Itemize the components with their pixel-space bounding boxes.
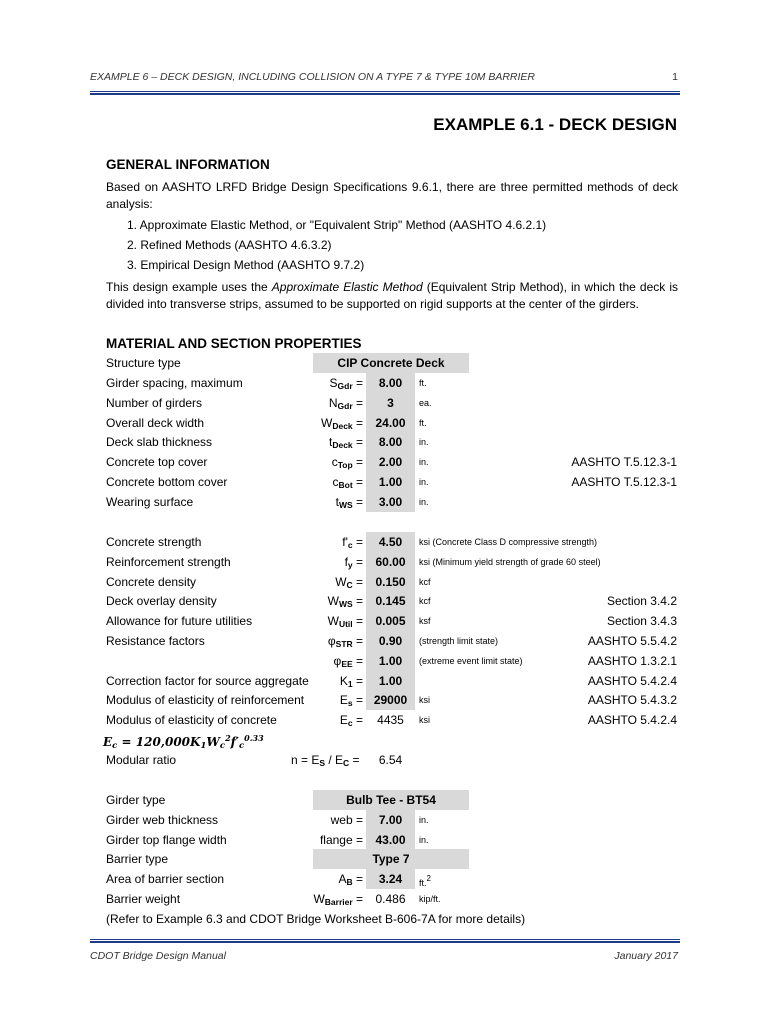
property-row — [0, 611, 768, 631]
row-symbol: $K_1$ = — [339, 673, 363, 689]
row-value: 0.150 — [366, 572, 415, 592]
row-reference: Section 3.4.2 — [606, 594, 677, 609]
row-symbol: $c_{Top}$ = — [331, 455, 363, 471]
symbol-subscript: Barrier — [324, 896, 353, 907]
symbol-subscript: Deck — [332, 420, 353, 431]
row-unit — [419, 715, 430, 725]
symbol-subscript: c — [347, 718, 353, 729]
symbol-main: W — [313, 891, 325, 906]
unit-text: (strength limit state) — [419, 636, 499, 646]
row-label: Girder top flange width — [106, 832, 227, 847]
row-unit — [419, 378, 427, 388]
symbol-main: S — [329, 376, 338, 390]
row-reference: AASHTO 1.3.2.1 — [587, 653, 677, 668]
footer-date: January 2017 — [614, 950, 678, 962]
row-label: Modulus of elasticity of concrete — [106, 713, 277, 728]
symbol-subscript: Deck — [332, 440, 353, 451]
row-unit — [419, 557, 601, 567]
property-row — [0, 869, 768, 889]
modular-value: 6.54 — [378, 753, 403, 767]
property-row — [0, 710, 768, 730]
symbol-subscript: C — [346, 579, 353, 590]
girder-type-row — [0, 790, 768, 810]
row-unit — [419, 537, 597, 547]
unit-text: in. — [419, 815, 429, 825]
symbol-subscript: 1 — [347, 678, 353, 689]
footer-rule — [90, 939, 680, 943]
row-label: Modular ratio — [106, 753, 177, 767]
usage-text-rest: (Equivalent Strip Method), in which the deck is divided into transverse strips, assumed to be supported on rigid supports at the center of the girders. — [106, 280, 679, 311]
structure-type-row — [0, 353, 768, 373]
symbol-main: f — [344, 554, 348, 569]
running-title: EXAMPLE 6 – DECK DESIGN, INCLUDING COLLISION ON A TYPE 7 & TYPE 10M BARRIER — [90, 71, 536, 83]
row-value: 4.50 — [366, 532, 415, 552]
row-symbol: $E_s$ = — [339, 693, 363, 709]
row-unit — [419, 437, 429, 447]
row-value: 4435 — [377, 713, 404, 728]
row-reference: AASHTO 5.5.4.2 — [587, 634, 677, 648]
row-label: Overall deck width — [106, 415, 205, 430]
method-item: 3. Empirical Design Method (AASHTO 9.7.2) — [127, 258, 365, 272]
property-row — [0, 393, 768, 413]
unit-text: in. — [419, 477, 429, 487]
row-value: 24.00 — [366, 413, 415, 433]
reference-note: (Refer to Example 6.3 and CDOT Bridge Worksheet B-606-7A for more details) — [106, 912, 526, 926]
row-unit — [419, 835, 429, 845]
row-symbol: $W_{Barrier}$ = — [313, 891, 363, 907]
row-label: Correction factor for source aggregate — [106, 673, 309, 688]
row-unit — [419, 398, 432, 408]
row-value: 0.005 — [366, 611, 415, 631]
row-value: 3.00 — [366, 492, 415, 512]
row-unit — [419, 616, 431, 626]
symbol-subscript: EE — [341, 658, 353, 669]
running-header — [90, 71, 680, 83]
symbol-main: E — [339, 693, 348, 708]
row-value: 0.486 — [375, 891, 406, 906]
row-value: 1.00 — [366, 671, 415, 691]
row-symbol: web = — [330, 813, 363, 827]
unit-text: in. — [419, 457, 429, 468]
unit-text: ksi (Concrete Class D compressive strength) — [419, 537, 598, 547]
row-unit — [419, 636, 498, 646]
row-label: Deck overlay density — [106, 594, 217, 609]
unit-text: ft. — [419, 378, 427, 388]
row-label: Area of barrier section — [106, 872, 225, 886]
row-unit — [419, 695, 430, 705]
symbol-main: c — [331, 455, 338, 470]
row-unit — [419, 497, 429, 507]
row-unit — [419, 457, 429, 467]
row-symbol: $t_{Deck}$ = — [328, 435, 363, 451]
girder-type-value: Bulb Tee - BT54 — [313, 790, 469, 810]
method-item: 2. Refined Methods (AASHTO 4.6.3.2) — [127, 238, 332, 252]
row-value: 3.24 — [366, 869, 415, 889]
unit-text: ksi (Minimum yield strength of grade 60 steel) — [419, 556, 601, 567]
row-value: 1.00 — [366, 472, 415, 492]
row-label: Allowance for future utilities — [106, 614, 253, 629]
property-row — [0, 830, 768, 850]
unit-text: kip/ft. — [419, 893, 441, 904]
property-row — [0, 690, 768, 710]
symbol-subscript: Gdr — [337, 400, 353, 411]
symbol-subscript: STR — [335, 639, 353, 649]
symbol-subscript: Gdr — [337, 381, 353, 391]
row-label: Modulus of elasticity of reinforcement — [106, 693, 305, 708]
property-row — [0, 413, 768, 433]
unit-text: ksi — [419, 715, 430, 726]
row-symbol: flange = — [319, 832, 363, 847]
property-row — [0, 651, 768, 671]
row-symbol: $A_B$ = — [338, 872, 363, 887]
symbol-main: web — [330, 813, 353, 827]
symbol-subscript: WS — [338, 599, 353, 610]
symbol-subscript: y — [347, 559, 353, 570]
row-reference: AASHTO 5.4.2.4 — [587, 713, 677, 728]
symbol-main: W — [335, 574, 347, 589]
unit-text: (extreme event limit state) — [419, 655, 523, 666]
row-unit — [419, 418, 427, 428]
row-symbol: $c_{Bot}$ = — [332, 475, 363, 490]
row-symbol: $W_C$ = — [335, 574, 363, 590]
symbol-main: N — [328, 395, 338, 410]
row-label: Girder web thickness — [106, 813, 219, 827]
row-symbol: $W_{Util}$ = — [327, 614, 363, 630]
row-label: Concrete bottom cover — [106, 475, 228, 489]
footer-left: CDOT Bridge Design Manual — [90, 950, 226, 962]
row-unit — [419, 815, 429, 825]
row-value: 8.00 — [366, 432, 415, 452]
unit-text: ksf — [419, 616, 431, 627]
row-symbol: $W_{WS}$ = — [327, 594, 363, 610]
symbol-main: c — [332, 475, 339, 489]
row-symbol: $S_{Gdr}$ = — [329, 376, 363, 391]
symbol-subscript: s — [347, 698, 353, 709]
property-row — [0, 671, 768, 691]
row-value: 60.00 — [366, 552, 415, 572]
property-row — [0, 889, 768, 909]
row-unit — [419, 656, 523, 666]
unit-text: in. — [419, 834, 429, 845]
row-symbol: $N_{Gdr}$ = — [328, 395, 363, 411]
symbol-main: t — [335, 494, 339, 509]
symbol-subscript: Bot — [338, 480, 353, 490]
unit-text: ft. — [419, 417, 427, 428]
page-title: EXAMPLE 6.1 - DECK DESIGN — [433, 115, 677, 134]
row-unit — [419, 577, 431, 587]
usage-method: Approximate Elastic Method — [271, 280, 423, 294]
property-row — [0, 591, 768, 611]
row-value: 43.00 — [366, 830, 415, 850]
barrier-type-value: Type 7 — [313, 849, 469, 869]
barrier-type-row — [0, 849, 768, 869]
row-label: Concrete strength — [106, 535, 202, 549]
unit-text: in. — [419, 496, 429, 507]
symbol-subscript: B — [346, 877, 353, 887]
symbol-main: φ — [327, 634, 336, 648]
row-symbol: $\varphi_{STR}$ = — [327, 634, 363, 649]
property-row — [0, 492, 768, 512]
row-value: 7.00 — [366, 810, 415, 830]
row-symbol: $f'_c$ = — [342, 535, 363, 550]
unit-text: ksi — [419, 695, 430, 706]
general-intro: Based on AASHTO LRFD Bridge Design Specifications 9.6.1, there are three permitted methods of deck analysis: — [106, 180, 678, 211]
row-value: 29000 — [366, 690, 415, 710]
symbol-main: E — [339, 713, 348, 728]
unit-text: kcf — [419, 596, 431, 607]
page-number: 1 — [672, 71, 678, 83]
general-heading: GENERAL INFORMATION — [106, 157, 270, 172]
row-value: 0.90 — [366, 631, 415, 651]
symbol-subscript: c — [347, 540, 353, 550]
unit-text: ea. — [419, 397, 432, 408]
row-value: 1.00 — [366, 651, 415, 671]
property-row — [0, 472, 768, 492]
ec-formula: $E_c = 120,000K_1W_c^2f'_c^{0.33}$ — [103, 733, 264, 751]
row-unit — [419, 874, 431, 888]
property-row — [0, 432, 768, 452]
row-reference: AASHTO T.5.12.3-1 — [571, 475, 677, 489]
property-row — [0, 532, 768, 552]
row-label: Reinforcement strength — [106, 554, 231, 569]
symbol-main: W — [321, 415, 333, 430]
row-value: 3 — [366, 393, 415, 413]
row-symbol: $E_c$ = — [339, 713, 363, 729]
symbol-main: W — [327, 614, 339, 629]
unit-text: kcf — [419, 576, 431, 587]
modular-expression: $n = E_S / E_C$ = — [291, 753, 360, 768]
symbol-subscript: Top — [337, 460, 353, 471]
row-label: Concrete top cover — [106, 455, 208, 470]
row-label: Deck slab thickness — [106, 435, 213, 450]
row-unit — [419, 596, 431, 606]
row-unit — [419, 477, 429, 487]
row-label: Barrier type — [106, 852, 169, 866]
row-label: Resistance factors — [106, 634, 205, 648]
material-heading: MATERIAL AND SECTION PROPERTIES — [106, 336, 362, 351]
row-reference: AASHTO 5.4.3.2 — [587, 693, 677, 708]
row-reference: AASHTO T.5.12.3-1 — [571, 455, 677, 470]
property-row — [0, 572, 768, 592]
row-label: Structure type — [106, 356, 181, 370]
symbol-subscript: WS — [338, 499, 353, 510]
property-row — [0, 810, 768, 830]
row-label: Girder type — [106, 793, 166, 807]
symbol-main: A — [338, 872, 347, 886]
row-reference: AASHTO 5.4.2.4 — [587, 673, 677, 688]
method-item: 1. Approximate Elastic Method, or "Equivalent Strip" Method (AASHTO 4.6.2.1) — [127, 218, 547, 232]
row-unit — [419, 894, 441, 904]
property-row — [0, 373, 768, 393]
header-rule — [90, 91, 680, 95]
symbol-main: t — [328, 435, 333, 450]
row-label: Wearing surface — [106, 494, 194, 509]
symbol-subscript: Util — [338, 619, 353, 630]
row-value: 2.00 — [366, 452, 415, 472]
usage-paragraph — [106, 279, 678, 313]
row-symbol: $t_{WS}$ = — [335, 494, 363, 510]
unit-exponent: 2 — [426, 874, 431, 883]
row-symbol: $W_{Deck}$ = — [321, 415, 363, 431]
unit-text: ft. — [419, 878, 427, 888]
symbol-main: K — [339, 673, 348, 688]
property-row — [0, 452, 768, 472]
structure-type-value: CIP Concrete Deck — [313, 353, 469, 373]
symbol-main: φ — [333, 653, 342, 668]
property-row — [0, 552, 768, 572]
row-symbol: $\varphi_{EE}$ = — [333, 653, 363, 669]
property-row — [0, 631, 768, 651]
row-label: Girder spacing, maximum — [106, 376, 243, 390]
running-footer — [90, 950, 680, 962]
symbol-main: f' — [342, 535, 348, 549]
symbol-main: flange — [319, 832, 353, 847]
row-reference: Section 3.4.3 — [606, 614, 677, 629]
unit-text: in. — [419, 437, 429, 448]
symbol-main: W — [327, 594, 339, 609]
row-label: Concrete density — [106, 574, 197, 589]
row-label: Barrier weight — [106, 891, 181, 906]
usage-text: This design example uses the — [106, 280, 272, 294]
row-symbol: $f_y$ = — [344, 554, 363, 570]
modular-ratio-row — [0, 750, 768, 770]
row-value: 8.00 — [366, 373, 415, 393]
row-value: 0.145 — [366, 591, 415, 611]
row-label: Number of girders — [106, 395, 203, 410]
